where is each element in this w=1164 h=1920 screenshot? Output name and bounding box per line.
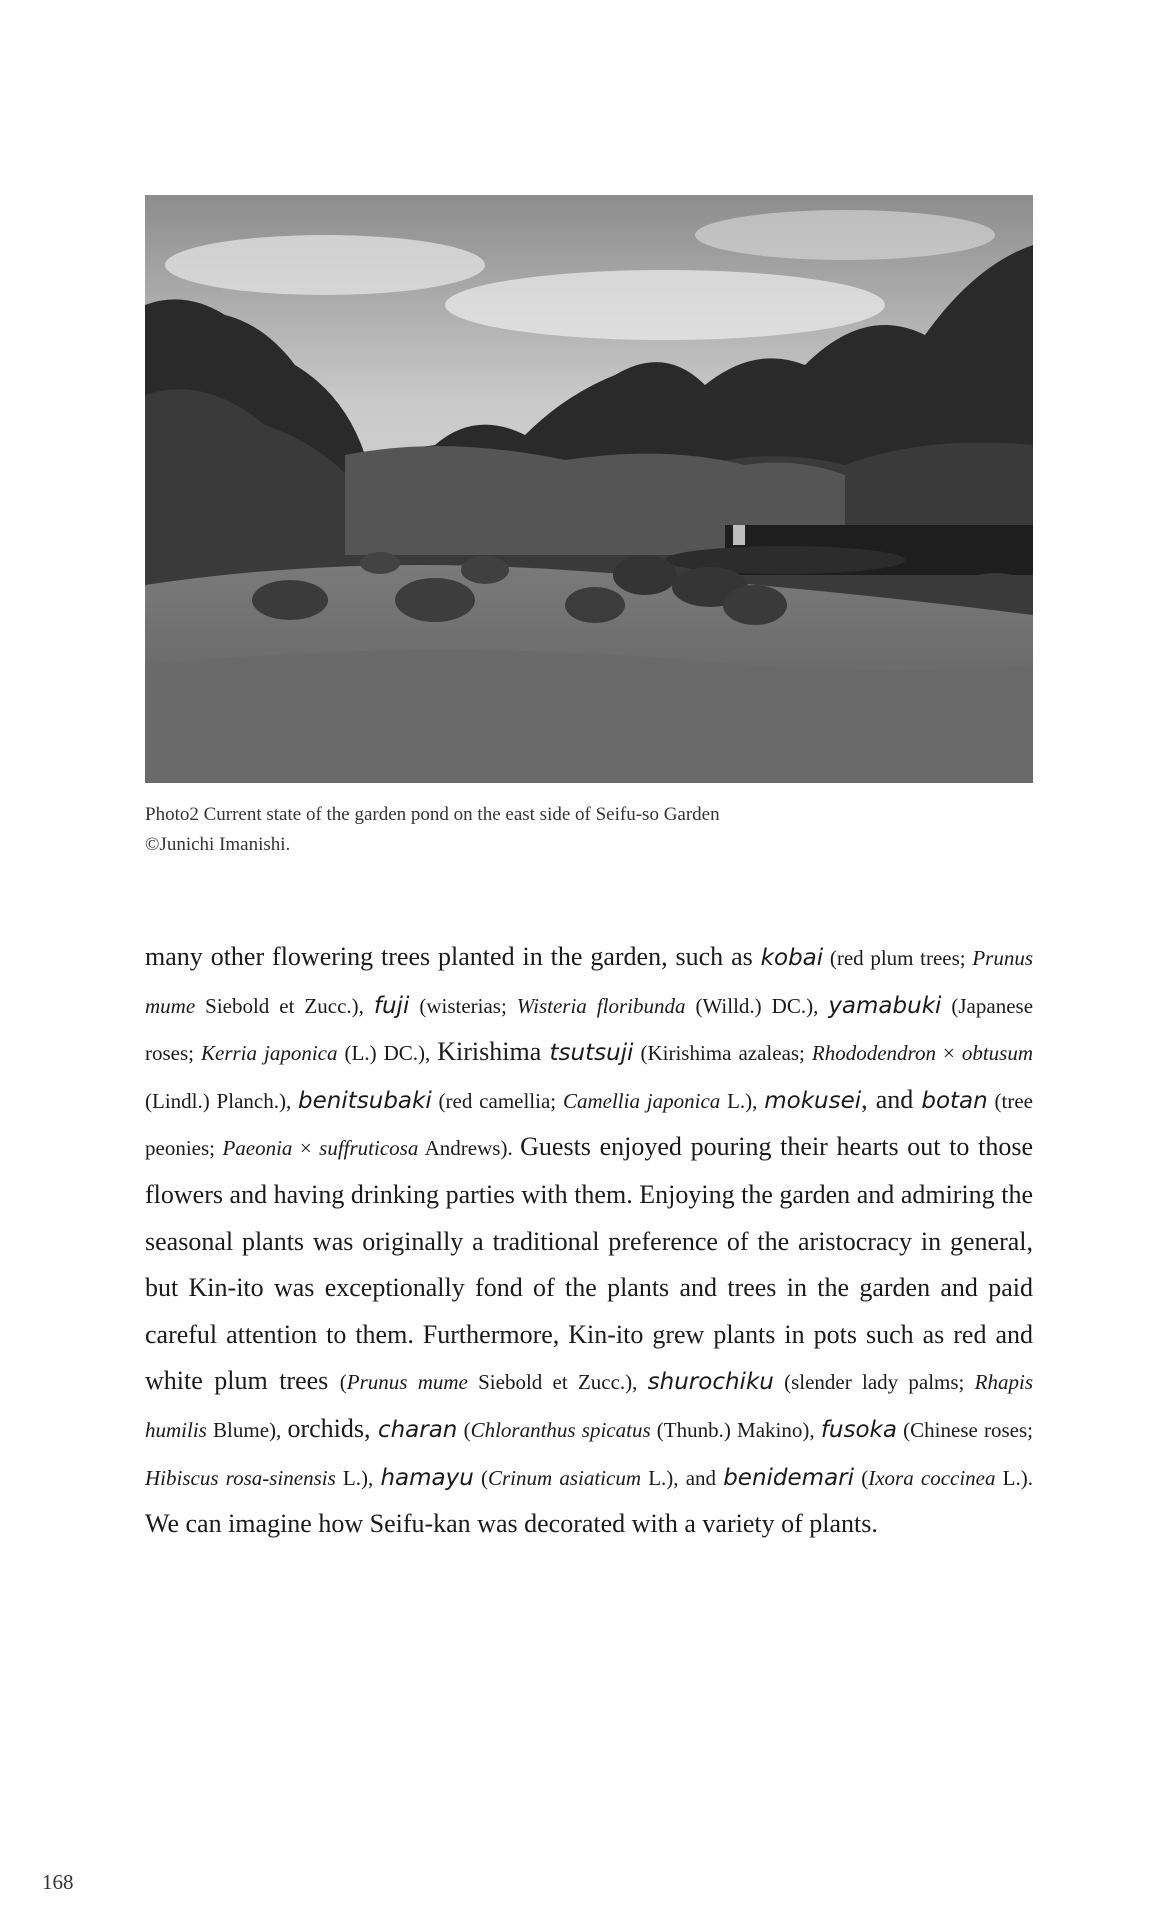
text-run: (Chinese roses;	[896, 1417, 1033, 1442]
body-text	[145, 934, 1033, 1548]
scientific-name: suffruticosa	[319, 1136, 419, 1161]
scientific-name: Camellia japonica	[562, 1088, 721, 1113]
text-run: L.).	[995, 1465, 1034, 1490]
text-run: (slender lady palms;	[773, 1370, 975, 1395]
text-run: (Japanese roses;	[145, 993, 1034, 1066]
japanese-term: hamayu	[380, 1464, 474, 1491]
japanese-term: yamabuki	[828, 992, 942, 1019]
japanese-term: mokusei	[764, 1087, 862, 1114]
text-run: Blume),	[206, 1417, 288, 1442]
text-run: Kirishima	[437, 1037, 550, 1067]
text-run: (	[457, 1417, 471, 1442]
japanese-term: kobai	[760, 945, 824, 971]
japanese-term: benitsubaki	[298, 1087, 432, 1114]
japanese-term: benidemari	[723, 1464, 855, 1491]
japanese-term: charan	[377, 1416, 458, 1443]
text-run: (Kirishima azaleas;	[633, 1041, 812, 1066]
text-run: (L.) DC.),	[337, 1041, 438, 1066]
text-run: (	[473, 1465, 488, 1490]
text-run: L.),	[720, 1088, 765, 1113]
scientific-name: Rhapis humilis	[145, 1370, 1033, 1442]
japanese-term: fusoka	[820, 1416, 897, 1443]
text-run: (Thunb.) Makino),	[650, 1417, 821, 1442]
caption-line-1: Photo2 Current state of the garden pond on the east side of Seifu-so Garden	[145, 804, 720, 825]
text-run: ×	[935, 1041, 962, 1066]
text-run: L.), and	[641, 1465, 724, 1490]
text-run: ×	[292, 1136, 320, 1161]
text-run: L.),	[335, 1465, 381, 1490]
body-paragraph	[145, 934, 1033, 1548]
text-run: (	[339, 1370, 347, 1395]
japanese-term: fuji	[373, 992, 410, 1019]
caption-line-2: ©Junichi Imanishi.	[145, 834, 291, 855]
text-run: (Willd.) DC.),	[685, 993, 829, 1018]
text-run: orchids,	[287, 1413, 378, 1443]
text-run: (Lindl.) Planch.),	[145, 1088, 299, 1113]
japanese-term: botan	[921, 1087, 988, 1114]
scientific-name: Wisteria floribunda	[516, 993, 686, 1018]
text-run: (red plum trees;	[823, 946, 973, 970]
scientific-name: Prunus mume	[346, 1370, 468, 1395]
text-run: , and	[861, 1084, 922, 1114]
text-run: (	[854, 1465, 869, 1490]
page-number: 168	[42, 1870, 74, 1894]
text-run: (wisterias;	[409, 993, 517, 1018]
text-run: Guests enjoyed pouring their hearts out to those flowers and having drinking parties with them. Enjoying the garden and admiring the seasonal plants was originally a traditional preference of the aristocracy in general, but Kin-ito was exceptionally fond of the plants and trees in the garden and paid careful attention to them. Furthermore, Kin-ito grew plants in pots such as red and white plum trees	[145, 1132, 1034, 1396]
text-run: (tree peonies;	[145, 1088, 1034, 1161]
scientific-name: obtusum	[961, 1041, 1033, 1066]
scientific-name: Kerria japonica	[201, 1041, 338, 1066]
photo-caption	[145, 800, 1045, 860]
scientific-name: Paeonia	[222, 1136, 293, 1161]
scientific-name: Chloranthus spicatus	[470, 1417, 651, 1442]
text-run: We can imagine how Seifu-kan was decorated with a variety of plants.	[145, 1509, 878, 1539]
scientific-name: Ixora coccinea	[868, 1465, 996, 1490]
text-run: (red camellia;	[431, 1088, 563, 1113]
scientific-name: Rhododendron	[811, 1041, 936, 1066]
scientific-name: Crinum asiaticum	[487, 1465, 642, 1490]
scientific-name: Hibiscus rosa-sinensis	[145, 1465, 336, 1490]
scientific-name: Prunus mume	[145, 946, 1033, 1018]
text-run: Siebold et Zucc.),	[467, 1370, 648, 1395]
text-run: many other flowering trees planted in the garden, such as	[145, 942, 761, 971]
japanese-term: shurochiku	[647, 1369, 774, 1396]
text-run: Siebold et Zucc.),	[195, 993, 374, 1018]
text-run: Andrews).	[418, 1136, 521, 1161]
garden-pond-photo	[145, 195, 1033, 783]
japanese-term: tsutsuji	[549, 1040, 634, 1067]
